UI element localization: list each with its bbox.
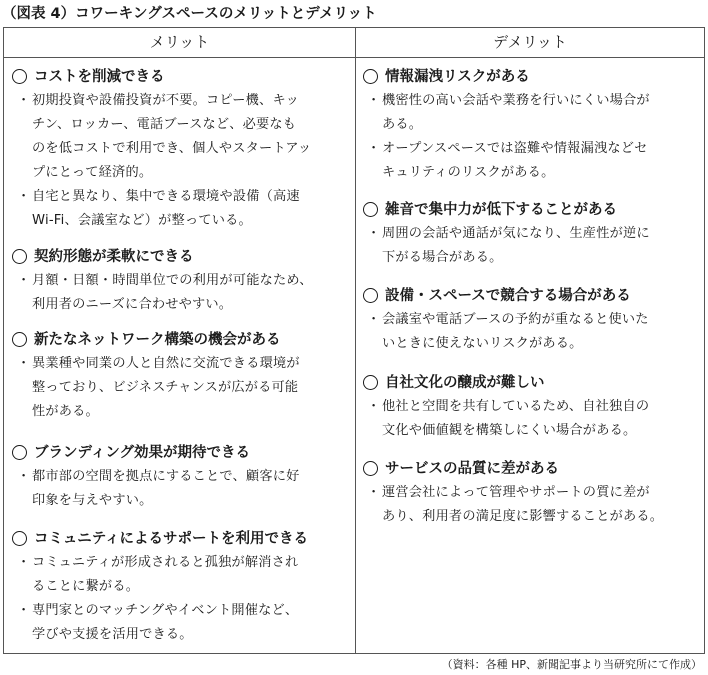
demerit-section	[356, 65, 704, 185]
figure-title: （図表 4）コワーキングスペースのメリットとデメリット	[2, 6, 377, 22]
bullet-text-line: のを低コストで利用でき、個人やスタートアッ	[32, 141, 312, 156]
circle-mark-icon	[363, 375, 378, 390]
bullet-dot-icon: ・	[17, 189, 31, 204]
merit-bullet-list	[4, 465, 355, 513]
circle-mark-icon	[12, 445, 27, 460]
demerit-heading-text: 情報漏洩リスクがある	[385, 69, 530, 85]
demerit-section	[356, 284, 704, 356]
bullet-text-line: キュリティのリスクがある。	[382, 165, 555, 180]
bullet-text-line: 印象を与えやすい。	[32, 493, 153, 508]
merit-heading	[4, 527, 355, 551]
demerit-section	[356, 371, 704, 443]
demerit-bullet-list	[356, 308, 704, 356]
demerit-column	[356, 58, 704, 653]
source-note: （資料：各種 HP、新聞記事より当研究所にて作成）	[441, 658, 702, 671]
merit-heading-text: 新たなネットワーク構築の機会がある	[34, 332, 281, 348]
demerit-heading-text: 自社文化の醸成が難しい	[385, 375, 545, 391]
bullet-dot-icon: ・	[367, 141, 381, 156]
bullet-dot-icon: ・	[17, 273, 31, 288]
comparison-table	[3, 27, 705, 654]
demerit-heading-text: サービスの品質に差がある	[385, 461, 559, 477]
bullet-text-line: プにとって経済的。	[32, 165, 153, 180]
demerit-bullet-list	[356, 222, 704, 270]
merit-column	[4, 58, 355, 653]
bullet-dot-icon: ・	[17, 93, 31, 108]
bullet-dot-icon: ・	[17, 603, 31, 618]
bullet-dot-icon: ・	[17, 469, 31, 484]
demerit-heading	[356, 284, 704, 308]
merit-heading-text: コミュニティによるサポートを利用できる	[34, 531, 309, 547]
demerit-heading	[356, 65, 704, 89]
merit-bullet-list	[4, 352, 355, 424]
demerit-bullet-list	[356, 395, 704, 443]
bullet-dot-icon: ・	[17, 356, 31, 371]
bullet-text-line: 利用者のニーズに合わせやすい。	[32, 297, 233, 312]
merit-heading	[4, 245, 355, 269]
bullet-text-line: 他社と空間を共有しているため、自社独自の	[382, 399, 650, 414]
demerit-heading	[356, 371, 704, 395]
bullet-dot-icon: ・	[367, 399, 381, 414]
merit-section	[4, 245, 355, 317]
bullet-text-line: 運営会社によって管理やサポートの質に差が	[382, 485, 650, 500]
bullet-text-line: ある。	[382, 117, 423, 132]
bullet-text-line: 初期投資や設備投資が不要。コピー機、キッ	[32, 93, 299, 108]
bullet-text-line: 機密性の高い会話や業務を行いにくい場合が	[382, 93, 650, 108]
bullet-item	[356, 481, 704, 529]
merit-heading-text: 契約形態が柔軟にできる	[34, 249, 194, 265]
bullet-item	[4, 269, 355, 317]
merit-heading	[4, 328, 355, 352]
circle-mark-icon	[363, 69, 378, 84]
bullet-text-line: コミュニティが形成されると孤独が解消され	[32, 555, 299, 570]
bullet-dot-icon: ・	[17, 555, 31, 570]
bullet-text-line: 周囲の会話や通話が気になり、生産性が逆に	[382, 226, 650, 241]
circle-mark-icon	[12, 332, 27, 347]
merit-heading-text: ブランディング効果が期待できる	[34, 445, 251, 461]
demerit-heading-text: 雑音で集中力が低下することがある	[385, 202, 617, 218]
circle-mark-icon	[363, 461, 378, 476]
merit-heading	[4, 65, 355, 89]
merit-heading	[4, 441, 355, 465]
demerit-heading	[356, 457, 704, 481]
merit-section	[4, 441, 355, 513]
bullet-dot-icon: ・	[367, 226, 381, 241]
bullet-text-line: いときに使えないリスクがある。	[382, 336, 583, 351]
bullet-item	[356, 308, 704, 356]
circle-mark-icon	[363, 288, 378, 303]
bullet-text-line: 自宅と異なり、集中できる環境や設備（高速	[32, 189, 300, 204]
bullet-item	[4, 599, 355, 647]
bullet-item	[4, 89, 355, 185]
circle-mark-icon	[12, 531, 27, 546]
bullet-text-line: ることに繋がる。	[32, 579, 140, 594]
bullet-text-line: チン、ロッカー、電話ブースなど、必要なも	[32, 117, 297, 132]
bullet-dot-icon: ・	[367, 312, 381, 327]
merit-bullet-list	[4, 89, 355, 233]
bullet-text-line: あり、利用者の満足度に影響することがある。	[382, 509, 664, 524]
circle-mark-icon	[363, 202, 378, 217]
bullet-item	[4, 551, 355, 599]
demerit-bullet-list	[356, 481, 704, 529]
bullet-text-line: 会議室や電話ブースの予約が重なると使いた	[382, 312, 649, 327]
bullet-item	[4, 352, 355, 424]
bullet-item	[356, 89, 704, 137]
circle-mark-icon	[12, 249, 27, 264]
bullet-text-line: Wi-Fi、会議室など）が整っている。	[32, 213, 252, 228]
bullet-dot-icon: ・	[367, 93, 381, 108]
bullet-text-line: 下がる場合がある。	[382, 250, 503, 265]
merit-section	[4, 65, 355, 233]
bullet-text-line: 学びや支援を活用できる。	[32, 627, 193, 642]
bullet-text-line: 文化や価値観を構築しにくい場合がある。	[382, 423, 637, 438]
merit-heading-text: コストを削減できる	[34, 69, 165, 85]
demerit-bullet-list	[356, 89, 704, 185]
demerit-column-header: デメリット	[493, 33, 567, 51]
bullet-item	[356, 222, 704, 270]
bullet-text-line: 専門家とのマッチングやイベント開催など、	[32, 603, 299, 618]
bullet-text-line: 整っており、ビジネスチャンスが広がる可能	[32, 380, 299, 395]
table-header-row	[4, 28, 704, 58]
demerit-section	[356, 457, 704, 529]
merit-bullet-list	[4, 269, 355, 317]
bullet-item	[356, 395, 704, 443]
merit-column-header: メリット	[149, 33, 210, 51]
merit-section	[4, 527, 355, 647]
merit-bullet-list	[4, 551, 355, 647]
demerit-heading-text: 設備・スペースで競合する場合がある	[385, 288, 631, 304]
demerit-section	[356, 198, 704, 270]
bullet-item	[356, 137, 704, 185]
merit-section	[4, 328, 355, 424]
bullet-text-line: 性がある。	[32, 404, 99, 419]
demerit-heading	[356, 198, 704, 222]
bullet-text-line: オープンスペースでは盗難や情報漏洩などセ	[382, 141, 648, 156]
bullet-text-line: 都市部の空間を拠点にすることで、顧客に好	[32, 469, 300, 484]
bullet-text-line: 異業種や同業の人と自然に交流できる環境が	[32, 356, 300, 371]
circle-mark-icon	[12, 69, 27, 84]
bullet-item	[4, 185, 355, 233]
bullet-dot-icon: ・	[367, 485, 381, 500]
bullet-text-line: 月額・日額・時間単位での利用が可能なため、	[32, 273, 313, 288]
bullet-item	[4, 465, 355, 513]
